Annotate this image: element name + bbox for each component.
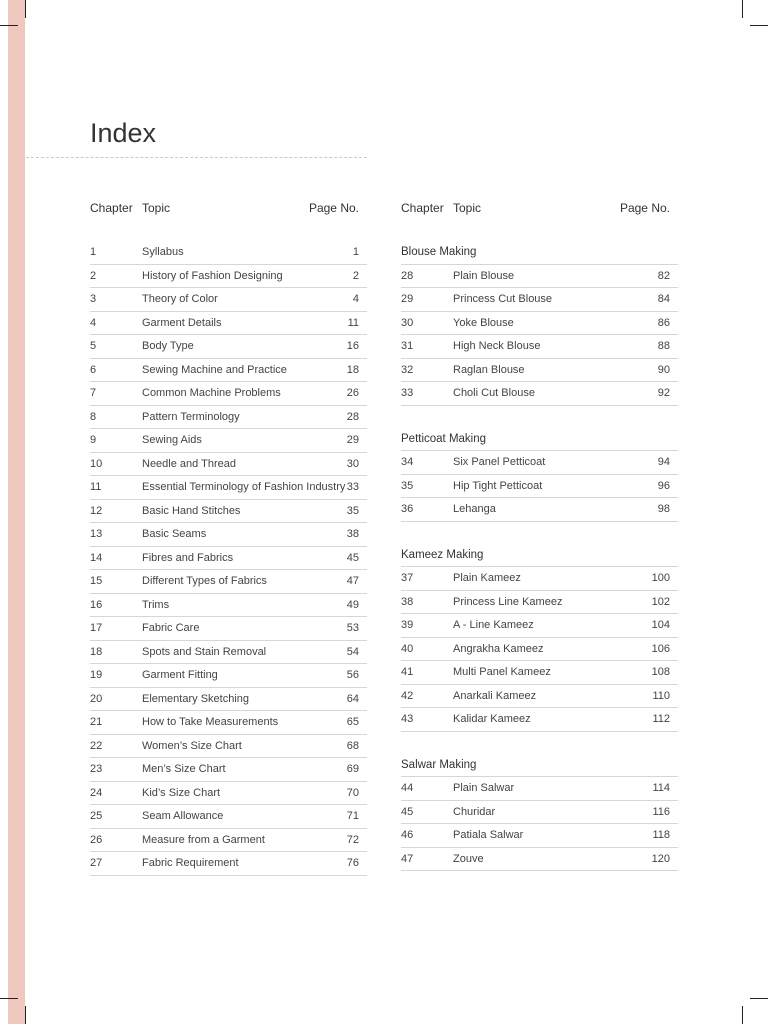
index-row (90, 359, 367, 383)
topic-title: Multi Panel Kameez (453, 666, 551, 678)
chapter-number: 47 (401, 852, 414, 865)
title-divider (26, 157, 367, 158)
index-row (90, 688, 367, 712)
header-chapter: Chapter (90, 201, 133, 215)
chapter-number: 30 (401, 316, 414, 329)
topic-title: Elementary Sketching (142, 692, 249, 705)
chapter-number: 26 (90, 833, 103, 846)
index-row (401, 475, 678, 499)
page-number: 118 (652, 829, 670, 841)
topic-title: Sewing Aids (142, 434, 202, 446)
index-row (90, 664, 367, 688)
index-row (90, 852, 367, 876)
chapter-number: 31 (401, 340, 414, 352)
chapter-number: 17 (90, 622, 103, 634)
page-number: 45 (346, 551, 359, 564)
index-column-right (401, 196, 678, 871)
topic-title: Princess Cut Blouse (453, 293, 553, 305)
section-title (401, 544, 678, 568)
chapter-number: 21 (90, 716, 103, 728)
chapter-number: 23 (90, 763, 103, 775)
section-title-text: Kameez Making (401, 548, 484, 561)
topic-title: Plain Kameez (453, 572, 521, 584)
topic-title: Hip Tight Petticoat (453, 479, 543, 492)
page-title: Index (90, 118, 157, 148)
page-number: 98 (657, 503, 670, 515)
section-title-text: Blouse Making (401, 246, 477, 258)
topic-title: Essential Terminology of Fashion Industry (142, 481, 346, 493)
index-row (90, 429, 367, 453)
topic-title: Body Type (142, 340, 194, 352)
section-title (401, 428, 678, 452)
section-title-text: Salwar Making (401, 758, 477, 771)
topic-title: Fabric Care (142, 622, 200, 634)
header-page: Page No. (619, 201, 670, 215)
index-row (90, 312, 367, 336)
index-row (90, 382, 367, 406)
chapter-number: 46 (401, 829, 414, 841)
index-row (401, 661, 678, 685)
index-row (90, 805, 367, 829)
chapter-number: 20 (90, 692, 103, 705)
crop-mark (25, 0, 26, 18)
index-row (90, 711, 367, 735)
topic-title: Common Machine Problems (142, 387, 281, 399)
page-number: 65 (346, 716, 359, 728)
index-row (90, 617, 367, 641)
page-number: 84 (657, 293, 670, 305)
topic-title: Fabric Requirement (142, 857, 239, 869)
index-row (401, 312, 678, 336)
chapter-number: 27 (90, 857, 103, 869)
index-row (90, 594, 367, 618)
topic-title: Spots and Stain Removal (142, 645, 267, 658)
topic-title: Angrakha Kameez (453, 642, 544, 655)
topic-title: Garment Fitting (142, 669, 218, 681)
topic-title: Men’s Size Chart (142, 763, 226, 775)
column-header (90, 196, 367, 220)
crop-mark (742, 0, 743, 18)
chapter-number: 25 (90, 810, 103, 822)
chapter-number: 39 (401, 619, 414, 631)
topic-title: Yoke Blouse (453, 316, 514, 329)
index-row (90, 829, 367, 853)
topic-title: A - Line Kameez (453, 619, 534, 631)
page-number: 90 (657, 363, 670, 376)
page-number: 64 (346, 692, 359, 705)
topic-title: Different Types of Fabrics (142, 575, 267, 587)
page-number: 28 (346, 410, 359, 423)
section-title-text: Petticoat Making (401, 432, 487, 445)
chapter-number: 45 (401, 805, 414, 818)
index-row (90, 476, 367, 500)
index-row (401, 591, 678, 615)
index-row (90, 241, 367, 265)
topic-title: History of Fashion Designing (142, 269, 283, 282)
page-number: 69 (346, 763, 359, 775)
topic-title: High Neck Blouse (453, 340, 541, 352)
page-number: 116 (652, 805, 670, 818)
index-row (401, 824, 678, 848)
index-row (90, 265, 367, 289)
chapter-number: 1 (90, 246, 97, 258)
chapter-number: 9 (90, 434, 97, 446)
index-row (90, 335, 367, 359)
topic-title: Fibres and Fabrics (142, 551, 234, 564)
page-number: 102 (651, 595, 670, 608)
chapter-number: 40 (401, 642, 414, 655)
topic-title: How to Take Measurements (142, 716, 279, 728)
page-number: 47 (346, 575, 359, 587)
index-row (401, 614, 678, 638)
topic-title: Syllabus (142, 246, 184, 258)
topic-title: Churidar (453, 805, 496, 818)
topic-title: Lehanga (453, 503, 496, 515)
index-row (401, 801, 678, 825)
chapter-number: 29 (401, 293, 414, 305)
page-number: 26 (346, 387, 359, 399)
chapter-number: 6 (90, 363, 97, 376)
index-row (90, 523, 367, 547)
topic-title: Trims (142, 598, 170, 611)
chapter-number: 43 (401, 713, 414, 725)
topic-title: Six Panel Petticoat (453, 456, 546, 468)
page-number: 100 (651, 572, 670, 584)
header-topic: Topic (142, 201, 171, 215)
chapter-number: 5 (90, 340, 97, 352)
page-number: 70 (346, 786, 359, 799)
page-number: 88 (657, 340, 670, 352)
chapter-number: 24 (90, 786, 103, 799)
topic-title: Measure from a Garment (142, 833, 265, 846)
topic-title: Choli Cut Blouse (453, 387, 535, 399)
chapter-number: 28 (401, 269, 414, 282)
index-row (90, 782, 367, 806)
index-row (90, 547, 367, 571)
crop-mark (25, 1006, 26, 1024)
page-number: 106 (651, 642, 670, 655)
topic-title: Raglan Blouse (453, 363, 525, 376)
page-number: 53 (346, 622, 359, 634)
topic-title: Kid’s Size Chart (142, 786, 221, 799)
chapter-number: 35 (401, 479, 414, 492)
page-number: 96 (657, 479, 670, 492)
index-column-left (90, 196, 367, 876)
page-number: 2 (352, 269, 359, 282)
header-page: Page No. (308, 201, 359, 215)
index-row (90, 406, 367, 430)
chapter-number: 16 (90, 598, 103, 611)
topic-title: Pattern Terminology (142, 410, 240, 423)
page-number: 30 (346, 457, 359, 470)
page-number: 82 (657, 269, 670, 282)
page-number: 54 (346, 645, 359, 658)
topic-title: Patiala Salwar (453, 829, 524, 841)
chapter-number: 13 (90, 528, 103, 540)
left-rows (90, 241, 367, 876)
page-number: 114 (652, 782, 670, 794)
index-row (401, 638, 678, 662)
page-number: 4 (352, 293, 359, 305)
page-number: 33 (346, 481, 359, 493)
index-row (401, 685, 678, 709)
topic-title: Princess Line Kameez (453, 595, 563, 608)
index-row (90, 500, 367, 524)
index-row (401, 848, 678, 872)
chapter-number: 42 (401, 689, 414, 702)
chapter-number: 18 (90, 645, 103, 658)
crop-mark (742, 1006, 743, 1024)
chapter-number: 11 (90, 481, 102, 493)
chapter-number: 2 (90, 269, 97, 282)
chapter-number: 12 (90, 504, 103, 517)
page-side-band (8, 0, 25, 1024)
index-row (90, 288, 367, 312)
page-number: 38 (346, 528, 359, 540)
index-row (90, 453, 367, 477)
index-row (401, 265, 678, 289)
page-number: 120 (651, 852, 670, 865)
page-number: 92 (657, 387, 670, 399)
chapter-number: 7 (90, 387, 97, 399)
topic-title: Zouve (453, 852, 484, 865)
index-row (401, 451, 678, 475)
page-number: 49 (346, 598, 359, 611)
section-title (401, 241, 678, 265)
index-row (401, 288, 678, 312)
header-chapter: Chapter (401, 201, 444, 215)
topic-title: Seam Allowance (142, 810, 224, 822)
page-number: 68 (346, 739, 359, 752)
index-row (401, 708, 678, 732)
topic-title: Theory of Color (142, 293, 218, 305)
topic-title: Kalidar Kameez (453, 713, 531, 725)
page-number: 76 (346, 857, 359, 869)
chapter-number: 4 (90, 316, 97, 329)
page-number: 18 (346, 363, 359, 376)
index-row (401, 567, 678, 591)
page-number: 1 (352, 246, 359, 258)
topic-title: Plain Blouse (453, 269, 515, 282)
page-number: 108 (651, 666, 670, 678)
page-number: 112 (652, 713, 670, 725)
index-row (90, 735, 367, 759)
chapter-number: 10 (90, 457, 103, 470)
topic-title: Plain Salwar (453, 782, 515, 794)
chapter-number: 41 (401, 666, 414, 678)
chapter-number: 3 (90, 293, 97, 305)
crop-mark (750, 25, 768, 26)
chapter-number: 44 (401, 782, 414, 794)
index-row (401, 359, 678, 383)
topic-title: Women’s Size Chart (142, 739, 242, 752)
page-number: 104 (651, 619, 670, 631)
crop-mark (0, 25, 18, 26)
index-row (401, 335, 678, 359)
chapter-number: 34 (401, 456, 414, 468)
topic-title: Needle and Thread (142, 457, 236, 470)
chapter-number: 19 (90, 669, 103, 681)
chapter-number: 37 (401, 572, 414, 584)
page-number: 35 (346, 504, 359, 517)
page-number: 16 (346, 340, 359, 352)
page-number: 71 (346, 810, 359, 822)
page-number: 72 (346, 833, 359, 846)
index-row (401, 382, 678, 406)
index-row (401, 498, 678, 522)
page-number: 11 (347, 316, 359, 329)
index-row (90, 570, 367, 594)
crop-mark (750, 998, 768, 999)
index-row (401, 777, 678, 801)
page-number: 110 (652, 689, 670, 702)
chapter-number: 14 (90, 551, 103, 564)
chapter-number: 8 (90, 410, 97, 423)
section-title (401, 754, 678, 778)
topic-title: Basic Seams (142, 528, 207, 540)
chapter-number: 15 (90, 575, 103, 587)
column-header (401, 196, 678, 220)
chapter-number: 33 (401, 387, 414, 399)
index-row (90, 758, 367, 782)
chapter-number: 32 (401, 363, 414, 376)
topic-title: Basic Hand Stitches (142, 504, 241, 517)
topic-title: Garment Details (142, 316, 222, 329)
topic-title: Anarkali Kameez (453, 689, 537, 702)
header-topic: Topic (453, 201, 482, 215)
page-number: 29 (346, 434, 359, 446)
page-number: 56 (346, 669, 359, 681)
chapter-number: 38 (401, 595, 414, 608)
page-number: 86 (657, 316, 670, 329)
crop-mark (0, 998, 18, 999)
chapter-number: 22 (90, 739, 103, 752)
chapter-number: 36 (401, 503, 414, 515)
page-number: 94 (657, 456, 670, 468)
index-row (90, 641, 367, 665)
right-sections (401, 241, 678, 871)
topic-title: Sewing Machine and Practice (142, 363, 287, 376)
